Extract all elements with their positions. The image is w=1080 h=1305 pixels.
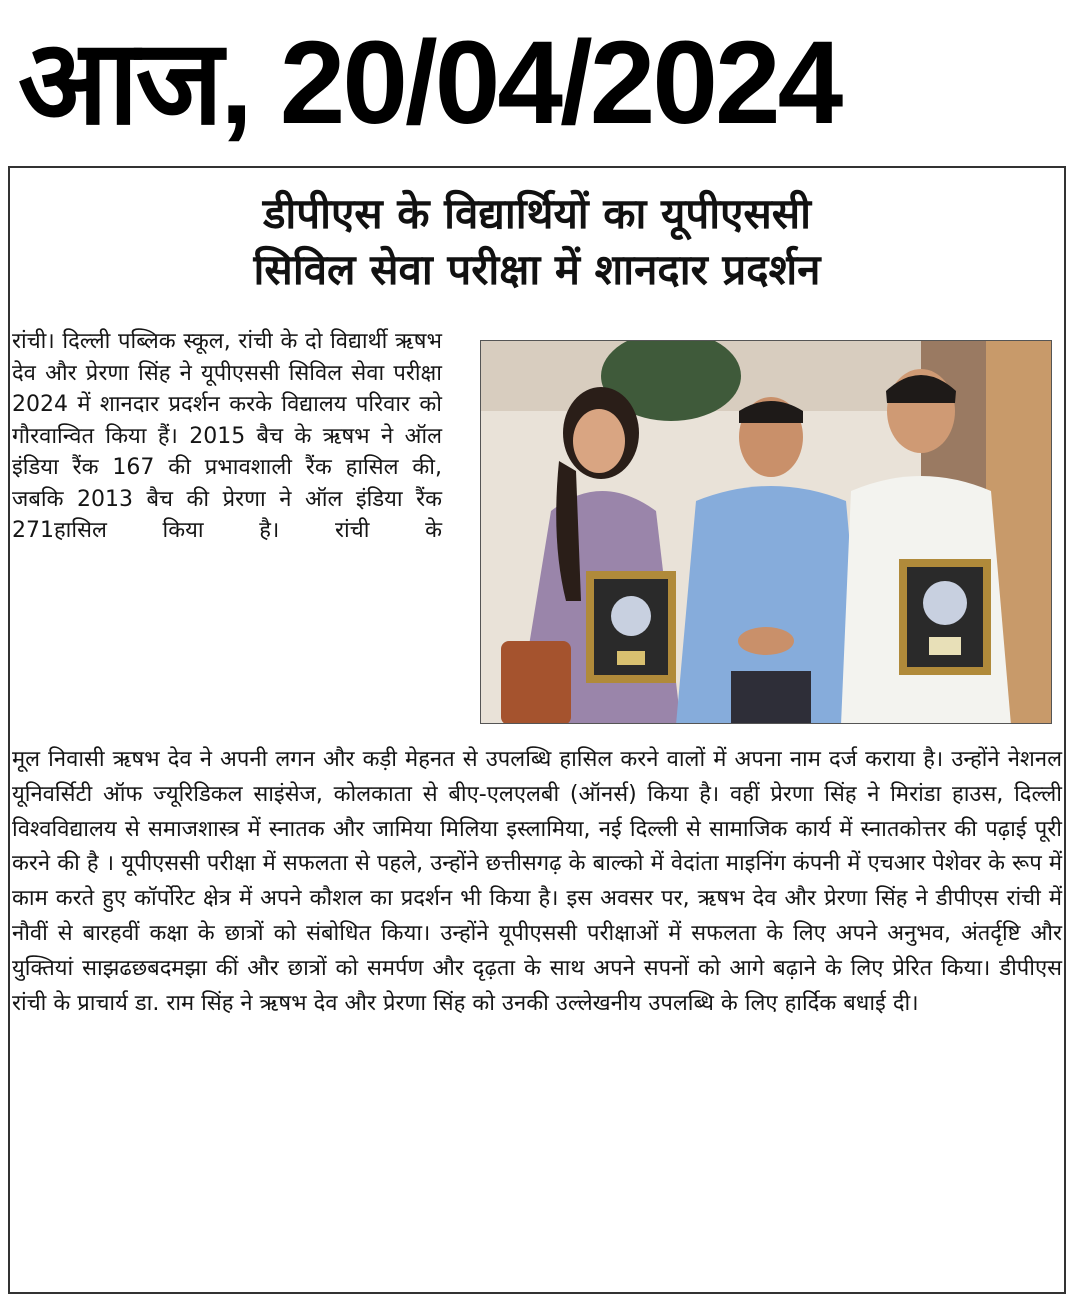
news-clipping [8, 166, 1066, 1294]
article-lead-paragraph [12, 326, 442, 547]
article-headline [10, 186, 1064, 298]
headline-line-1: डीपीएस के विद्यार्थियों का यूपीएससी [262, 189, 812, 238]
article-photo [480, 340, 1052, 724]
masthead-title: आज, 20/04/2024 [18, 17, 841, 149]
headline-line-2: सिविल सेवा परीक्षा में शानदार प्रदर्शन [253, 245, 821, 294]
body-text: मूल निवासी ऋषभ देव ने अपनी लगन और कड़ी मेहनत से उपलब्धि हासिल करने वालों में अपना नाम दर्ज कराया है। उन्होंने नेशनल यूनिवर्सिटी ऑफ ज्यूरिडिकल साइंसेज, कोलकाता से बीए-एलएलबी (ऑनर्स) किया है। वहीं प्रेरणा सिंह ने मिरांडा हाउस, दिल्ली विश्वविद्यालय से समाजशास्त्र में स्नातक और जामिया मिलिया इस्लामिया, नई दिल्ली से सामाजिक कार्य में स्नातकोत्तर की पढ़ाई पूरी करने की है । यूपीएससी परीक्षा में सफलता से पहले, उन्होंने छत्तीसगढ़ के बाल्को में वेदांता माइनिंग कंपनी में एचआर पेशेवर के रूप में काम करते हुए कॉर्पोरेट क्षेत्र में अपने कौशल का प्रदर्शन भी किया है। इस अवसर पर, ऋषभ देव और प्रेरणा सिंह ने डीपीएस रांची में नौवीं से बारहवीं कक्षा के छात्रों को संबोधित किया। उन्होंने यूपीएससी परीक्षाओं में सफलता के लिए अपने अनुभव, अंतर्दृष्टि और युक्तियां साझढछबदमझा कीं और छात्रों को समर्पण और दृढ़ता के साथ अपने सपनों को आगे बढ़ाने के लिए प्रेरित किया। डीपीएस रांची के प्राचार्य डा. राम सिंह ने ऋषभ देव और प्रेरणा सिंह को उनकी उल्लेखनीय उपलब्धि के लिए हार्दिक बधाई दी। [12, 747, 1062, 1016]
article-body-paragraph [12, 743, 1062, 1021]
lead-text: रांची। दिल्ली पब्लिक स्कूल, रांची के दो विद्यार्थी ऋषभ देव और प्रेरणा सिंह ने यूपीएससी सिविल सेवा परीक्षा 2024 में शानदार प्रदर्शन करके विद्यालय परिवार को गौरवान्वित किया हैं। 2015 बैच के ऋषभ ने ऑल इंडिया रैंक 167 की प्रभावशाली रैंक हासिल की, जबकि 2013 बैच की प्रेरणा ने ऑल इंडिया रैंक 271हासिल किया है। रांची के [12, 329, 442, 543]
photo-illustration [481, 341, 1052, 724]
